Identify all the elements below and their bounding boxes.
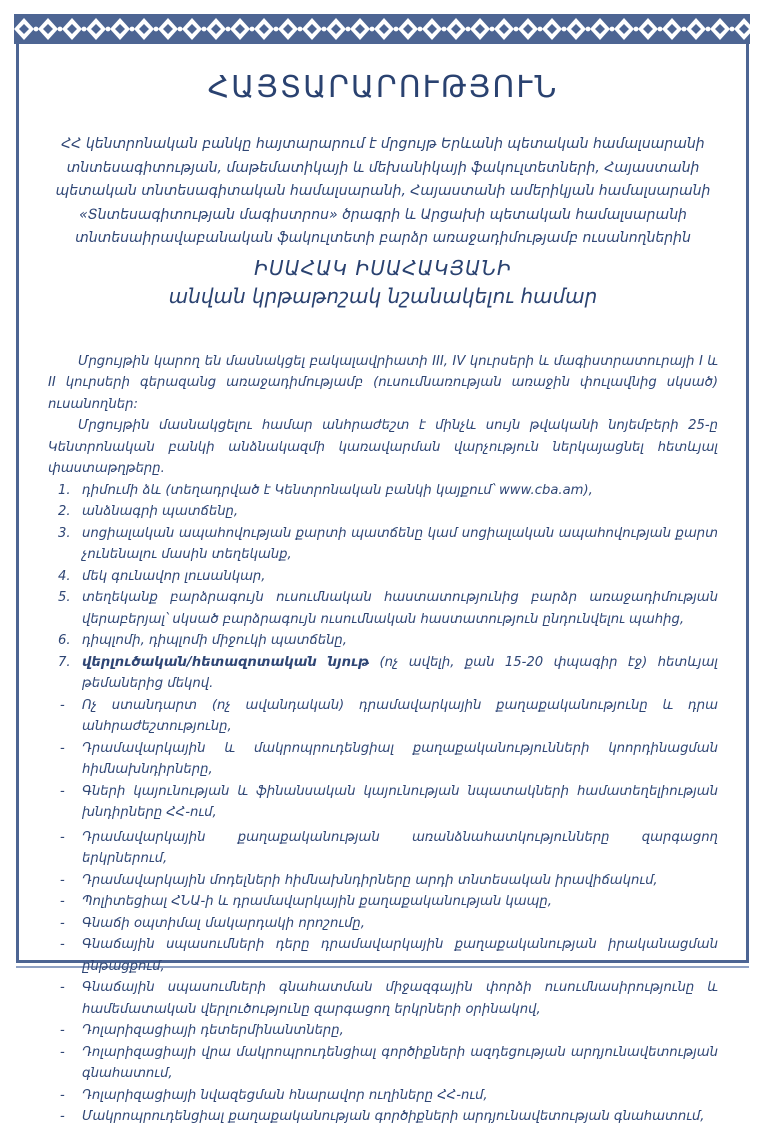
page-title: ՀԱՅՏԱՐԱՐՈՒԹՅՈՒՆ <box>207 70 559 105</box>
dot-shape <box>466 27 471 32</box>
border-left <box>16 44 19 962</box>
list-item: 1. դիմումի ձև (տեղադրված է Կենտրոնական բանկի կայքում՝ www.cba.am), <box>58 482 593 498</box>
dot-shape <box>322 27 327 32</box>
eligibility-paragraph: Մրցույթին կարող են մասնակցել բակալավրիատի III, IV կուրսերի և մագիստրատուրայի I և II կուրսերի գերազանց առաջադիմությամբ (ուսումնառության առաջին փուլավնից սկսած) ուսանողներ: <box>48 353 718 412</box>
dot-shape <box>346 27 351 32</box>
topic-item: - Գնաճային սպասումների գնահատման միջազգային փորձի ուսումնասիրությունը և համեմատական վերլուծությունը զարգացող երկրների օրինակով, <box>60 980 718 1017</box>
topic-item: - Գնաճի օպտիմալ մակարդակի որոշումը, <box>60 915 365 931</box>
border-right <box>746 44 749 962</box>
dot-shape <box>274 27 279 32</box>
topic-item: - Դոլարիզացիայի դետերմինանտները, <box>60 1023 344 1038</box>
dot-shape <box>370 27 375 32</box>
dot-shape <box>154 27 159 32</box>
list-item: 3. սոցիալական ապահովության քարտի պատճենը կամ սոցիալական ապահովության քարտ չունենալու մասին տեղեկանք, <box>58 525 718 562</box>
diamond-pattern <box>14 14 750 44</box>
dot-shape <box>106 27 111 32</box>
dot-shape <box>634 27 639 32</box>
list-item: 6. դիպլոմի, դիպլոմի միջուկի պատճենը, <box>58 633 347 648</box>
topic-item: - Գնաճային սպասումների դերը դրամավարկային քաղաքականության իրականացման ընթացքում, <box>60 937 718 974</box>
dot-shape <box>514 27 519 32</box>
dot-shape <box>394 27 399 32</box>
dot-shape <box>58 27 63 32</box>
dot-shape <box>34 27 39 32</box>
dot-shape <box>538 27 543 32</box>
list-item: 5. տեղեկանք բարձրագույն ուսումնական հաստատությունից բարձր առաջադիմության վերաբերյալ՝ սկսած բարձրագույն ուսումնական հաստատություն ընդունվելու պահից, <box>58 590 718 627</box>
topic-item: - Դրամավարկային մոդելների հիմնախնդիրները արդի տնտեսական իրավիճակում, <box>60 872 658 888</box>
dot-shape <box>442 27 447 32</box>
scholarship-name: ԻՍԱՀԱԿ ԻՍԱՀԱԿՅԱՆԻ <box>254 255 512 280</box>
dot-shape <box>706 27 711 32</box>
list-item: 2. անձնագրի պատճենը, <box>58 504 239 519</box>
intro-text: ՀՀ կենտրոնական բանկը հայտարարում է մրցույթ Երևանի պետական համալսարանի տնտեսագիտության, մաթեմատիկայի և մեխանիկայի ֆակուլտետների, Հայաստանի պետական տնտեսագիտական համալսարանի, Հայաստանի ամերիկյան համալսարանի «Տնտեսագիտության մագիստրոս» ծրագրի և Արցախի պետական համալսարանի տնտեսաիրավաբանական ֆակուլտետի բարձր առաջադիմությամբ ուսանողներին <box>55 136 711 246</box>
document-body <box>48 70 718 1128</box>
dot-shape <box>82 27 87 32</box>
documents-list <box>48 480 718 695</box>
list-item: 4. մեկ գունավոր լուսանկար, <box>58 568 266 584</box>
topic-item: - Դոլարիզացիայի նվազեցման հնարավոր ուղիները ՀՀ-ում, <box>60 1087 488 1103</box>
research-paper-label: վերլուծական/հետազոտական նյութ <box>82 654 370 670</box>
dot-shape <box>130 27 135 32</box>
dot-shape <box>610 27 615 32</box>
topic-item: - Մակրոպրուդենցիալ քաղաքականության գործիքների արդյունավետության գնահատում, <box>60 1109 705 1124</box>
topic-item: - Գների կայունության և ֆինանսական կայունության նպատակների համատեղելիության խնդիրները ՀՀ-ում, <box>60 783 718 820</box>
dot-shape <box>658 27 663 32</box>
topic-item: - Դրամավարկային և մակրոպրուդենցիալ քաղաքականությունների կոորդինացման հիմնախնդիրները, <box>60 740 718 777</box>
topic-item: - Դրամավարկային քաղաքականության առանձնահատկությունները զարգացող երկրներում, <box>60 829 718 866</box>
dot-shape <box>202 27 207 32</box>
list-item: 7. վերլուծական/հետազոտական նյութ (ոչ ավելի, քան 15-20 փպագիր էջ) հետևյալ թեմաներից մեկով. <box>58 654 718 691</box>
dot-shape <box>490 27 495 32</box>
dot-shape <box>298 27 303 32</box>
scholarship-subtitle: անվան կրթաթոշակ նշանակելու համար <box>168 283 598 308</box>
dot-shape <box>178 27 183 32</box>
dot-shape <box>250 27 255 32</box>
topic-item: - Ոչ ստանդարտ (ոչ ավանդական) դրամավարկային քաղաքականությունը և դրա անհրաժեշտությունը, <box>60 697 718 734</box>
decorative-border-band <box>14 14 750 44</box>
topics-list <box>48 695 718 1128</box>
dot-shape <box>730 27 735 32</box>
topic-item: - Պոլիտեցիալ ՀՆԱ-ի և դրամավարկային քաղաքականության կապը, <box>60 894 552 909</box>
dot-shape <box>562 27 567 32</box>
topic-item: - Դոլարիզացիայի վրա մակրոպրուդենցիալ գործիքների ազդեցության արդյունավետության գնահատում, <box>60 1044 718 1081</box>
dot-shape <box>418 27 423 32</box>
dot-shape <box>682 27 687 32</box>
requirements-paragraph: Մրցույթին մասնակցելու համար անհրաժեշտ է մինչև սույն թվականի նոյեմբերի 25-ը Կենտրոնական բանկի անձնակազմի կառավարման վարչություն ներկայացնել հետևյալ փաստաթղթերը. <box>48 418 718 476</box>
dot-shape <box>586 27 591 32</box>
dot-shape <box>226 27 231 32</box>
